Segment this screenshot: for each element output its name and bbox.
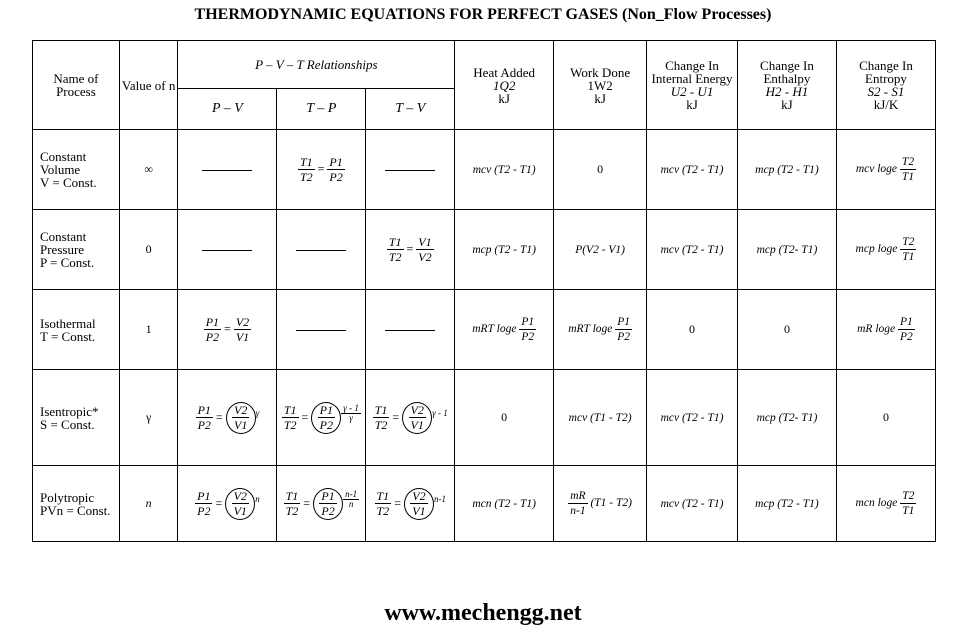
header-name-of-process: Name of Process	[33, 41, 120, 130]
heat-added: mcv (T2 - T1)	[455, 130, 554, 210]
process-name: Isentropic* S = Const.	[33, 370, 120, 466]
tv-relation	[366, 130, 455, 210]
table-row	[33, 370, 936, 466]
n-value: 0	[119, 210, 178, 290]
tp-relation: $\frac{T1}{T2}$ = $\frac{P1}{P2}$ $^{\frac{\gamma - 1}{\gamma}}$	[277, 370, 366, 466]
process-name: Constant Pressure P = Const.	[33, 210, 120, 290]
entropy-change: mcv loge $\frac{T2}{T1}$	[836, 130, 935, 210]
tv-relation: $\frac{T1}{T2}$ = $\frac{V2}{V1}$ $^{n-1}$	[366, 466, 455, 542]
header-change-internal-energy: Change In Internal Energy U2 - U1 kJ	[647, 41, 738, 130]
entropy-change: mcp loge $\frac{T2}{T1}$	[836, 210, 935, 290]
entropy-change: mcn loge $\frac{T2}{T1}$	[836, 466, 935, 542]
n-value: ∞	[119, 130, 178, 210]
work-done: P(V2 - V1)	[554, 210, 647, 290]
table-row	[33, 210, 936, 290]
table-row	[33, 466, 936, 542]
entropy-change: mR loge $\frac{P1}{P2}$	[836, 290, 935, 370]
tv-relation	[366, 290, 455, 370]
internal-energy-change: mcv (T2 - T1)	[647, 370, 738, 466]
subheader-tv: T – V	[366, 89, 455, 130]
table-row	[33, 130, 936, 210]
work-done: $\frac{mR}{n-1}$ (T1 - T2)	[554, 466, 647, 542]
header-work-done: Work Done 1W2 kJ	[554, 41, 647, 130]
subheader-pv: P – V	[178, 89, 277, 130]
tp-relation	[277, 290, 366, 370]
internal-energy-change: mcv (T2 - T1)	[647, 466, 738, 542]
header-heat-added: Heat Added 1Q2 kJ	[455, 41, 554, 130]
n-value: γ	[119, 370, 178, 466]
work-done: mRT loge $\frac{P1}{P2}$	[554, 290, 647, 370]
pv-relation: $\frac{P1}{P2}$ = $\frac{V2}{V1}$ $^n$	[178, 466, 277, 542]
n-value: n	[119, 466, 178, 542]
enthalpy-change: mcp (T2- T1)	[737, 370, 836, 466]
site-url[interactable]: www.mechengg.net	[384, 600, 582, 626]
tv-relation: $\frac{T1}{T2}$ = $\frac{V1}{V2}$	[366, 210, 455, 290]
heat-added: mcn (T2 - T1)	[455, 466, 554, 542]
tv-relation: $\frac{T1}{T2}$ = $\frac{V2}{V1}$ $^{\gamma - 1}$	[366, 370, 455, 466]
enthalpy-change: mcp (T2 - T1)	[737, 130, 836, 210]
internal-energy-change: mcv (T2 - T1)	[647, 130, 738, 210]
header-value-of-n: Value of n	[119, 41, 178, 130]
process-name: Polytropic PVn = Const.	[33, 466, 120, 542]
table-row	[33, 290, 936, 370]
equations-table	[32, 40, 936, 542]
header-change-entropy: Change In Entropy S2 - S1 kJ/K	[836, 41, 935, 130]
pv-relation: $\frac{P1}{P2}$ = $\frac{V2}{V1}$ $^\gamma$	[178, 370, 277, 466]
header-change-enthalpy: Change In Enthalpy H2 - H1 kJ	[737, 41, 836, 130]
tp-relation	[277, 210, 366, 290]
n-value: 1	[119, 290, 178, 370]
heat-added: mcp (T2 - T1)	[455, 210, 554, 290]
work-done: mcv (T1 - T2)	[554, 370, 647, 466]
internal-energy-change: mcv (T2 - T1)	[647, 210, 738, 290]
enthalpy-change: mcp (T2- T1)	[737, 210, 836, 290]
tp-relation: $\frac{T1}{T2}$ = $\frac{P1}{P2}$	[277, 130, 366, 210]
pv-relation	[178, 130, 277, 210]
enthalpy-change: 0	[737, 290, 836, 370]
pv-relation	[178, 210, 277, 290]
header-pvt: P – V – T Relationships	[178, 41, 455, 89]
heat-added: mRT loge $\frac{P1}{P2}$	[455, 290, 554, 370]
work-done: 0	[554, 130, 647, 210]
subheader-tp: T – P	[277, 89, 366, 130]
process-name: Isothermal T = Const.	[33, 290, 120, 370]
internal-energy-change: 0	[647, 290, 738, 370]
tp-relation: $\frac{T1}{T2}$ = $\frac{P1}{P2}$ $^{\frac{n-1}{n}}$	[277, 466, 366, 542]
enthalpy-change: mcp (T2 - T1)	[737, 466, 836, 542]
pv-relation: $\frac{P1}{P2}$ = $\frac{V2}{V1}$	[178, 290, 277, 370]
entropy-change: 0	[836, 370, 935, 466]
page-title: THERMODYNAMIC EQUATIONS FOR PERFECT GASES (Non_Flow Processes)	[194, 6, 772, 23]
process-name: Constant Volume V = Const.	[33, 130, 120, 210]
heat-added: 0	[455, 370, 554, 466]
